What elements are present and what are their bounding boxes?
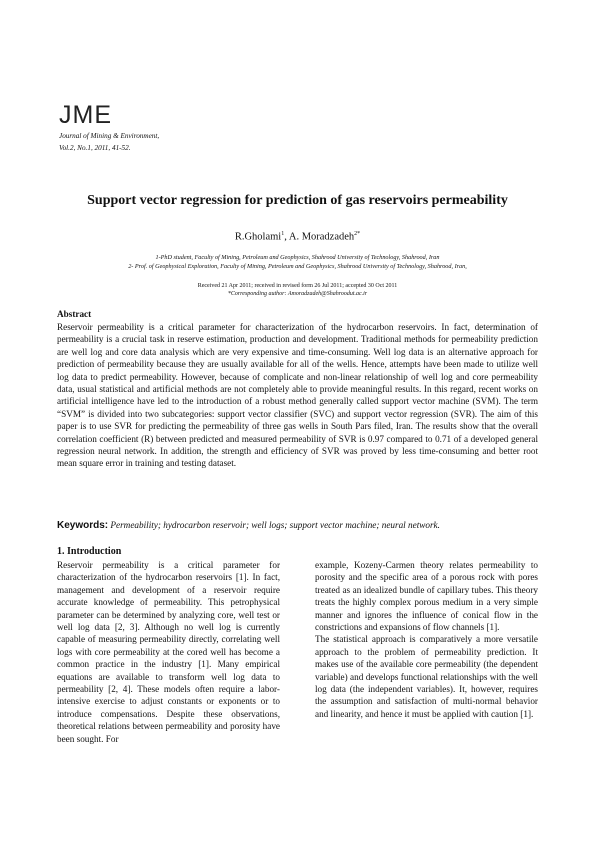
author-line [20,228,575,244]
keywords-line [57,519,538,532]
abstract-text: Reservoir permeability is a critical parameter for characterization of the hydrocarbon reservoirs. In fact, determination of permeability is a crucial task in reserve estimation, production and development. Traditional methods for permeability prediction are well log and core data analysis which are very expensive and time-consuming. Well log data is an alternative approach for prediction of permeability because they are usually available for all of the wells. Hence, attempts have been made to utilize well log data to predict permeability. However, because of complicate and non-linear relationship of well log and core permeability data, usual statistical and artificial methods are not completely able to provide meaningful results. In this regard, recent works on artificial intelligence have led to the introduction of a robust method generally called support vector machine (SVM). The term “SVM” is divided into two subcategories: support vector classifier (SVC) and support vector regression (SVR). The aim of this paper is to use SVR for predicting the permeability of three gas wells in South Pars filed, Iran. The results show that the overall correlation coefficient (R) between predicted and measured permeability of SVR is 0.97 compared to 0.71 of a developed general regression neural network. In addition, the strength and efficiency of SVR was proved by less time-consuming and better root mean square error in training and testing dataset. [57,322,538,469]
affiliation: 1-PhD student, Faculty of Mining, Petroleum and Geophysics, Shahrood University of Technology, Shahrood, Iran [155,254,440,261]
journal-volume: Vol.2, No.1, 2011, 41-52. [59,144,131,152]
author-separator: , [284,231,289,243]
corresponding-author: *Corresponding author: Amoradzadeh@Shahroodut.ac.ir [227,291,368,297]
abstract-heading: Abstract [57,309,92,319]
author-affiliation-mark: 1 [281,231,285,237]
keywords-text: Permeability; hydrocarbon reservoir; well logs; support vector machine; neural network. [110,520,440,530]
affiliation: 2- Prof. of Geophysical Exploration, Faculty of Mining, Petroleum and Geophysics, Shahrood University of Technology, Shahrood, Iran, [128,263,467,270]
section-heading: 1. Introduction [57,546,122,557]
author-name: R.Gholami [234,231,282,243]
paragraph: Reservoir permeability is a critical parameter for characterization of the hydrocarbon reservoirs [1]. In fact, management and development of a reservoir require accurate knowledge of permeability. This petrophysical parameter can be determined by analyzing core, well test or well log data [2, 3]. Although no well log is currently capable of measuring permeability directly, correlating well logs with core permeability at the cored well has become a common practice in the industry [1]. Many empirical equations are available to transform well log data to permeability [2, 4]. These models often require a labor-intensive exercise to adjust constants or exponents or to introduce compensations. Despite these observations, theoretical relations between permeability and porosity have been sought. For [57,560,280,744]
paragraph: The statistical approach is comparatively a more versatile approach to the problem of permeability prediction. It makes use of the available core permeability (the dependent variable) and develops functional relationships with the well log data (the independent variables). It, however, requires the assumption and satisfaction of multi-normal behavior and linearity, and hence it must be applied with caution [1]. [315,634,538,719]
right-column [315,559,538,720]
paper-title: Support vector regression for prediction of gas reservoirs permeability [87,193,508,208]
journal-name: Journal of Mining & Environment, [59,132,160,140]
received-dates: Received 21 Apr 2011; received in revised form 26 Jul 2011; accepted 30 Oct 2011 [197,283,398,289]
journal-logo: JME [59,101,112,129]
paragraph: example, Kozeny-Carmen theory relates permeability to porosity and the specific area of a porous rock with pores treated as an idealized bundle of capillary tubes. This theory treats the highly complex porous medium in a very simple manner and ignores the influence of conical flow in the constrictions and expansions of flow channels [1]. [315,560,538,633]
author-name: A. Moradzadeh [288,231,355,243]
left-column [57,559,280,745]
author-affiliation-mark: 2* [354,231,361,237]
keywords-label: Keywords: [57,520,109,531]
